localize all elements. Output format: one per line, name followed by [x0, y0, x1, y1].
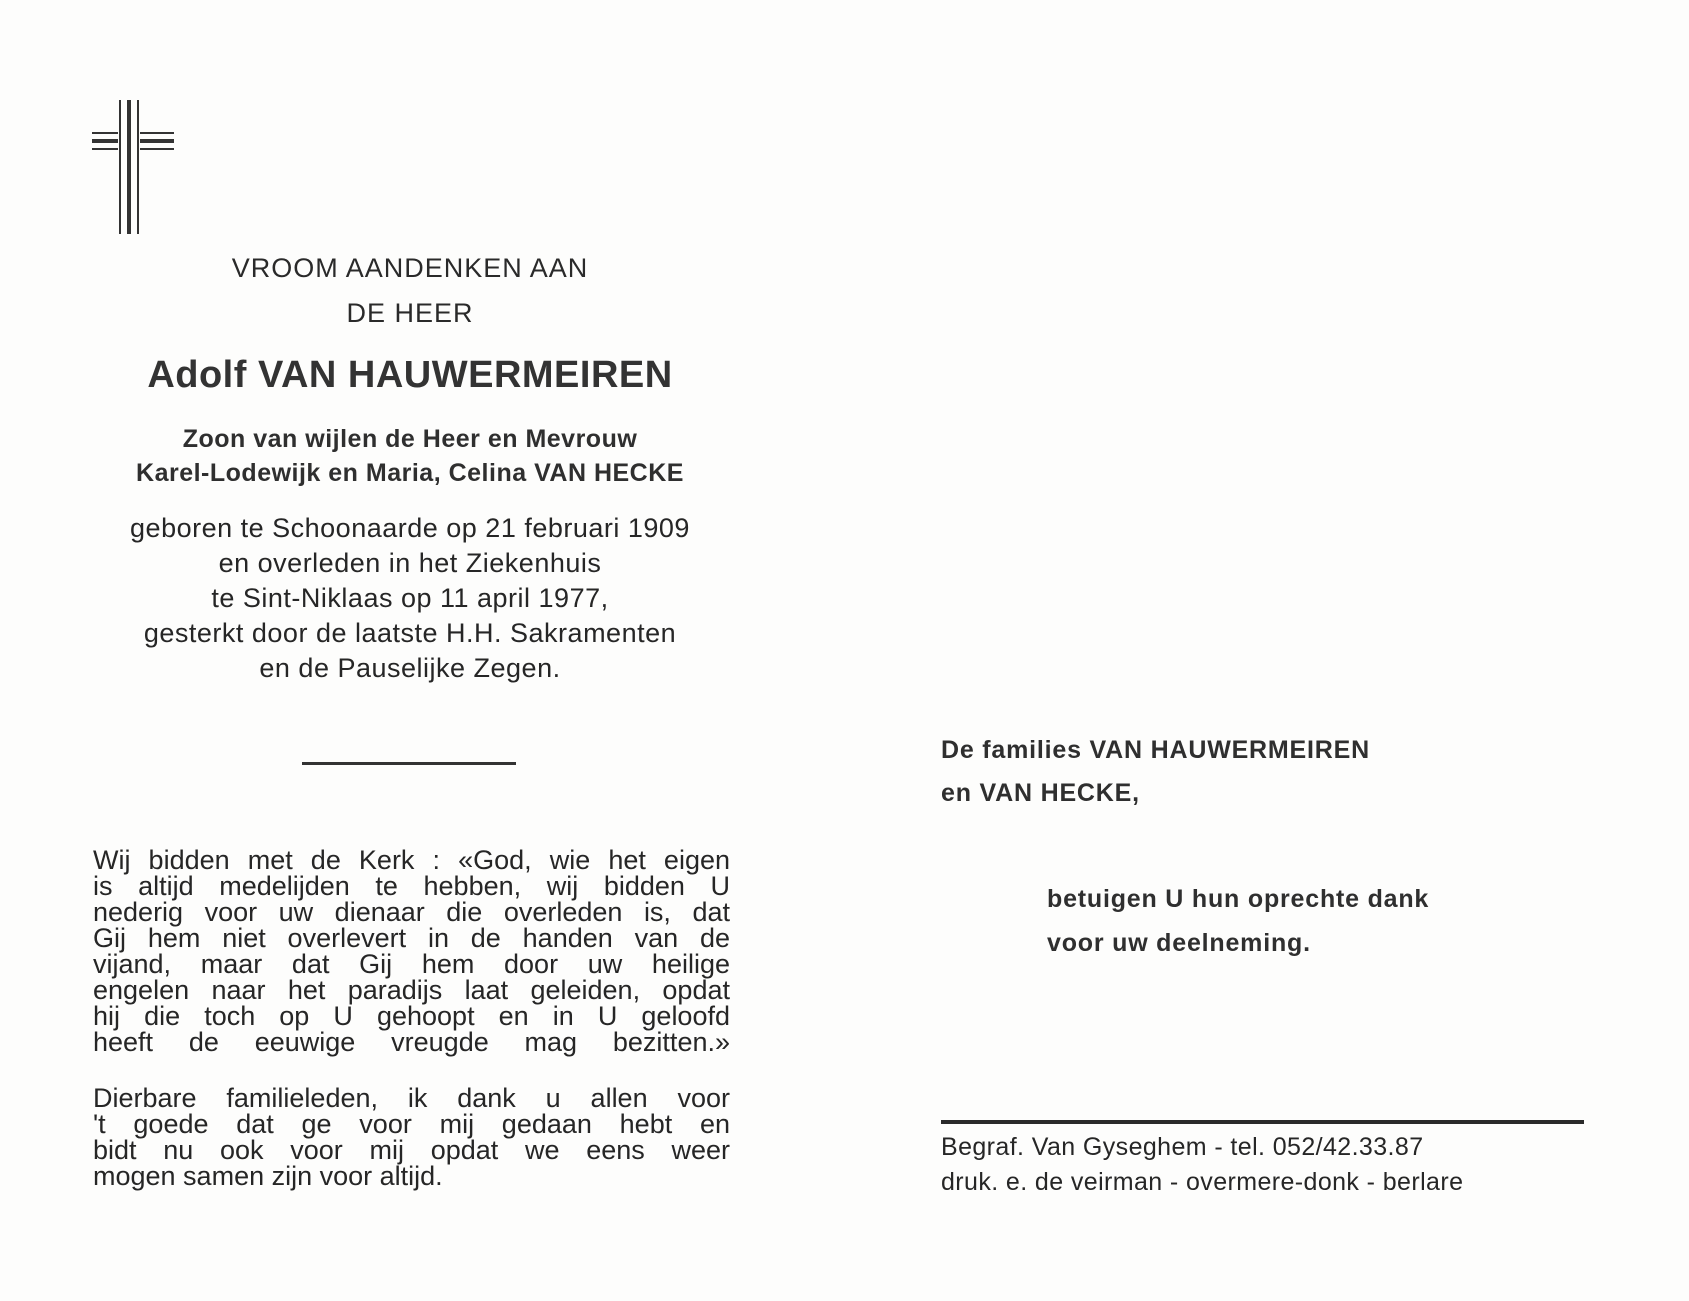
farewell-line: bidt nu ook voor mij opdat we eens weer	[93, 1135, 730, 1165]
cross-icon	[92, 100, 174, 234]
divider	[302, 762, 516, 765]
thanks-line-1: betuigen U hun oprechte dank	[1047, 885, 1430, 913]
header-line-1: VROOM AANDENKEN AAN	[231, 253, 589, 283]
prayer-line: hij die toch op U gehoopt en in U geloofd	[93, 1001, 730, 1031]
bio-line-1: geboren te Schoonaarde op 21 februari 1909	[130, 513, 690, 543]
prayer-line: nederig voor uw dienaar die overleden is, dat	[93, 897, 730, 927]
prayer-line: engelen naar het paradijs laat geleiden, opdat	[93, 975, 730, 1005]
family-line-1: De families VAN HAUWERMEIREN	[941, 736, 1370, 764]
imprint-divider	[941, 1120, 1584, 1124]
bio-line-5: en de Pauselijke Zegen.	[259, 653, 561, 683]
family-line-2: en VAN HECKE,	[941, 779, 1140, 807]
farewell-line: Dierbare familieleden, ik dank u allen voor	[93, 1083, 730, 1113]
header-line-2: DE HEER	[346, 298, 474, 328]
prayer-line: Gij hem niet overlevert in de handen van de	[93, 923, 730, 953]
farewell-text	[93, 1085, 730, 1189]
prayer-line: heeft de eeuwige vreugde mag bezitten.»	[93, 1027, 730, 1057]
farewell-line: 't goede dat ge voor mij gedaan hebt en	[93, 1109, 730, 1139]
deceased-name: Adolf VAN HAUWERMEIREN	[147, 354, 673, 396]
prayer-text	[93, 847, 730, 1055]
thanks-line-2: voor uw deelneming.	[1047, 929, 1311, 957]
printer-line: druk. e. de veirman - overmere-donk - berlare	[941, 1168, 1464, 1196]
prayer-line: is altijd medelijden te hebben, wij bidden U	[93, 871, 730, 901]
left-panel	[0, 0, 840, 1301]
farewell-line: mogen samen zijn voor altijd.	[93, 1161, 443, 1191]
bio-line-3: te Sint-Niklaas op 11 april 1977,	[211, 583, 609, 613]
undertaker-line: Begraf. Van Gyseghem - tel. 052/42.33.87	[941, 1133, 1424, 1161]
prayer-line: vijand, maar dat Gij hem door uw heilige	[93, 949, 730, 979]
right-panel	[840, 0, 1689, 1301]
bio-line-4: gesterkt door de laatste H.H. Sakramenten	[143, 618, 677, 648]
parents-line-1: Zoon van wijlen de Heer en Mevrouw	[182, 425, 638, 453]
prayer-line: Wij bidden met de Kerk : «God, wie het eigen	[93, 845, 730, 875]
bio-line-2: en overleden in het Ziekenhuis	[218, 548, 602, 578]
parents-line-2: Karel-Lodewijk en Maria, Celina VAN HECKE	[136, 459, 684, 487]
